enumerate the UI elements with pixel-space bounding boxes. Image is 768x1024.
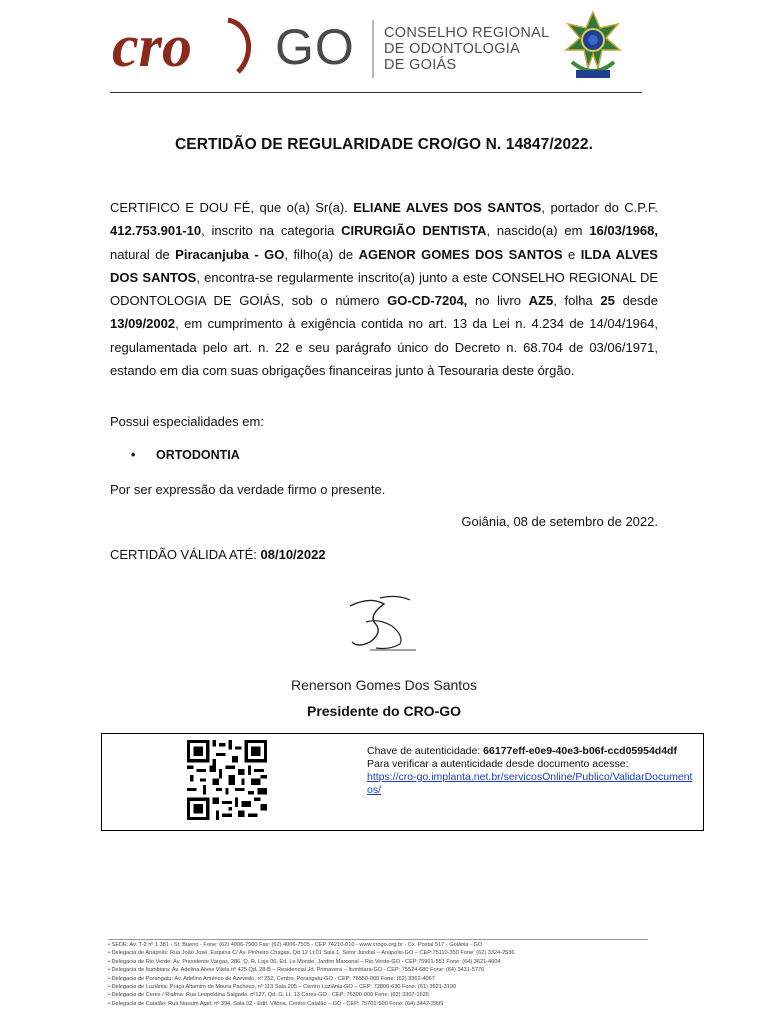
footer-line: • Delegacia de Ceres / Rialma: Rua Leopoldina Salgado, nº127, Qd. G, Lt. 13 Ceres-GO - CEP: 76300-000 Fone: (62) 3307-1625 (108, 992, 429, 999)
bullet-icon: • (131, 448, 136, 462)
body-text: , filho(a) de (284, 246, 359, 262)
body-text: natural de (110, 246, 176, 262)
body-text: , inscrito na categoria (201, 223, 342, 239)
book-number: AZ5 (528, 293, 554, 309)
place-date: Goiânia, 08 de setembro de 2022. (461, 514, 658, 529)
auth-key-line (367, 745, 697, 758)
registration-date: 13/09/2002 (110, 316, 176, 332)
signer-name: Renerson Gomes Dos Santos (291, 677, 477, 693)
validity-label: CERTIDÃO VÁLIDA ATÉ: (110, 547, 261, 562)
signature-image (340, 592, 426, 656)
mother-name: ILDA ALVES DOS SANTOS (110, 246, 658, 285)
footer-line: • Delegacia de Catalão: Rua Nassim Agel, nº 394, Sala 02 - Edif. Vitória, Centro Catalão – GO - CEP: 75701-500 Fone: (64) 3442-2999 (108, 1000, 444, 1007)
auth-key-value: 66177eff-e0e9-40e3-b06f-ccd05954d4df (483, 745, 677, 757)
father-name: AGENOR GOMES DOS SANTOS (358, 246, 563, 262)
logo-region: GO (275, 19, 355, 75)
body-text: no livro (467, 293, 529, 309)
certificate-body (110, 196, 658, 382)
birthplace: Piracanjuba - GO (175, 246, 285, 262)
body-text: , em cumprimento à exigência contida no art. 13 da Lei n. 4.234 de 14/04/1964, regulamentada pelo art. n. 22 e seu parágrafo único do Decreto n. 68.704 de 03/06/1971, estando em dia com suas obrigações financeiras junto à Tesouraria deste órgão. (110, 316, 658, 379)
footer-line: • Delegacia de Porangatu: Av. Adelino Américo de Azevedo, nº 252, Centro, Porangatu-GO - CEP: 76550-000 Fone: (62) 3362-4067 (108, 975, 435, 982)
auth-key-label: Chave de autenticidade: (367, 745, 484, 757)
category: CIRURGIÃO DENTISTA (341, 223, 487, 239)
header-divider (110, 92, 642, 93)
specialty-item (131, 448, 240, 462)
footer-line: • Delegacia de Rio Verde: Av. Presidente Vargas, 286, Q. R, Loja 06, Ed. Le Monde, Jardim Marconal – Rio Verde-GO - CEP:75901-551 Fone: (64) 3621-4004 (108, 958, 501, 965)
document-title: CERTIDÃO DE REGULARIDADE CRO/GO N. 14847/2022. (174, 136, 594, 153)
org-name-line2: DE ODONTOLOGIA (384, 41, 521, 57)
footer-line: • Delegacia de Luziânia: Praça Altamiro de Moura Pacheco, nº 113 Sala 205 – Centro Luziânia-GO – CEP: 72800-630 Fone: (61) 3621-3190 (108, 984, 457, 991)
body-text: , folha (553, 293, 601, 309)
signer-role: Presidente do CRO-GO (306, 703, 462, 719)
cro-logo-icon (110, 14, 260, 78)
auth-verify-text: Para verificar a autenticidade desde documento acesse: (367, 758, 629, 770)
org-name (384, 25, 549, 73)
org-name-line1: CONSELHO REGIONAL (384, 25, 550, 41)
specialties-intro: Possui especialidades em: (110, 414, 264, 429)
body-text: , encontra-se regularmente inscrito(a) junto a este CONSELHO REGIONAL DE ODONTOLOGIA DE GOIÁS, sob o número (110, 269, 658, 309)
footer-line: • Delegacia de Anápolis: Rua João José, Esquina C/ Av. Pinheiro Chagas, Qd.12 Lt.01 Sala 1, Setor Jundiaí – Anápolis-GO – CEP:75110-350 Fone: (62) 3324-2536 (108, 950, 515, 957)
body-text: desde (614, 293, 658, 309)
page-number: 25 (600, 293, 615, 309)
qr-code-icon[interactable] (186, 740, 268, 820)
footer-divider (108, 939, 648, 940)
body-text: e (562, 246, 581, 262)
birth-date: 16/03/1968, (589, 223, 658, 239)
validity (110, 547, 326, 562)
svg-text:cro: cro (112, 14, 192, 78)
cpf-number: 412.753.901-10 (110, 223, 202, 239)
body-text: CERTIFICO E DOU FÉ, que o(a) Sr(a). (110, 200, 354, 215)
holder-name: ELIANE ALVES DOS SANTOS (353, 200, 542, 215)
logo-divider (372, 20, 374, 78)
org-name-line3: DE GOIÁS (384, 57, 457, 73)
footer-addresses (108, 941, 648, 1008)
body-text: , portador do C.P.F. (541, 200, 658, 215)
specialty-label: ORTODONTIA (156, 448, 240, 462)
auth-verify-link[interactable]: https://cro-go.implanta.net.br/servicosOnline/Publico/ValidarDocumentos/ (367, 771, 693, 796)
footer-line: • Delegacia de Itumbiara: Av. Adelina Alves Vilela nº 425 Qd. 28-B – Residencial Jd. Primavera – Itumbiara-GO - CEP: 75524-680 Fone: (64) 3431-5776 (108, 967, 485, 974)
closing-statement: Por ser expressão da verdade firmo o presente. (110, 482, 386, 497)
body-text: , nascido(a) em (486, 223, 590, 239)
authentication-text (367, 745, 697, 797)
authentication-box (101, 733, 704, 831)
letterhead (110, 8, 642, 94)
registration-number: GO-CD-7204, (387, 293, 468, 309)
footer-line: • SEDE: Av. T-2 nº 1.381 - St. Bueno - Fone: (62) 4006-7500 Fax: (62) 4006-7505 - CEP 74210-010 - www.crogo.org.br - Cx. Postal 517 - Goiânia - GO (108, 942, 483, 948)
validity-date: 08/10/2022 (260, 547, 326, 562)
coat-of-arms-icon (562, 10, 624, 84)
